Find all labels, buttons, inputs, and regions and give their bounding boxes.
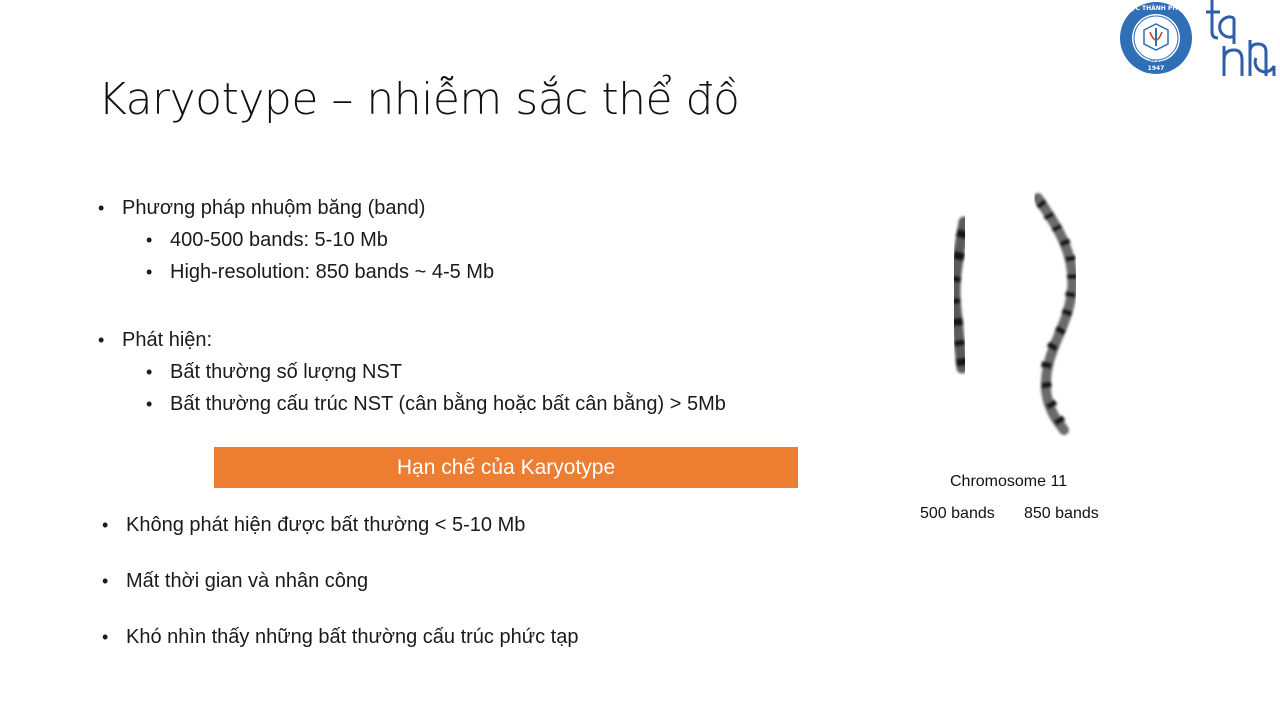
chromosome-850-bands <box>1038 198 1072 430</box>
bullet-numerical-abnormality: • Bất thường số lượng NST <box>96 359 816 385</box>
figure-caption: Chromosome 11 <box>950 473 1068 490</box>
bullet-high-resolution: • High-resolution: 850 bands ~ 4-5 Mb <box>96 259 816 285</box>
university-seal-logo <box>1083 0 1280 80</box>
limitations-list <box>100 512 820 680</box>
limitation-item: • Khó nhìn thấy những bất thường cấu trúc phức tạp <box>100 624 820 680</box>
seal-sub: VIỆT NAM <box>1146 60 1166 65</box>
chromosome-image <box>930 190 1100 440</box>
limitations-banner: Hạn chế của Karyotype <box>214 447 798 488</box>
bullet-banding-method: • Phương pháp nhuộm băng (band) <box>96 195 816 221</box>
bullet-structural-abnormality: • Bất thường cấu trúc NST (cân bằng hoặc bất cân bằng) > 5Mb <box>96 391 816 417</box>
limitation-item: • Không phát hiện được bất thường < 5-10 Mb <box>100 512 820 568</box>
logo <box>1083 0 1280 80</box>
bullet-400-500-bands: • 400-500 bands: 5-10 Mb <box>96 227 816 253</box>
bullet-detection: • Phát hiện: <box>96 327 816 353</box>
label-500-bands: 500 bands <box>920 505 995 522</box>
seal-text: ĐẠI HỌC Y DƯỢC THÀNH PHỐ HỒ CHÍ MINH <box>1083 5 1229 12</box>
method-section <box>96 195 816 423</box>
brand-letters-logo <box>1206 0 1274 76</box>
label-850-bands: 850 bands <box>1024 505 1099 522</box>
limitation-item: • Mất thời gian và nhân công <box>100 568 820 624</box>
seal-year: 1947 <box>1147 65 1165 72</box>
chromosome-500-bands <box>955 222 964 368</box>
slide-title: Karyotype – nhiễm sắc thể đồ <box>98 74 740 125</box>
